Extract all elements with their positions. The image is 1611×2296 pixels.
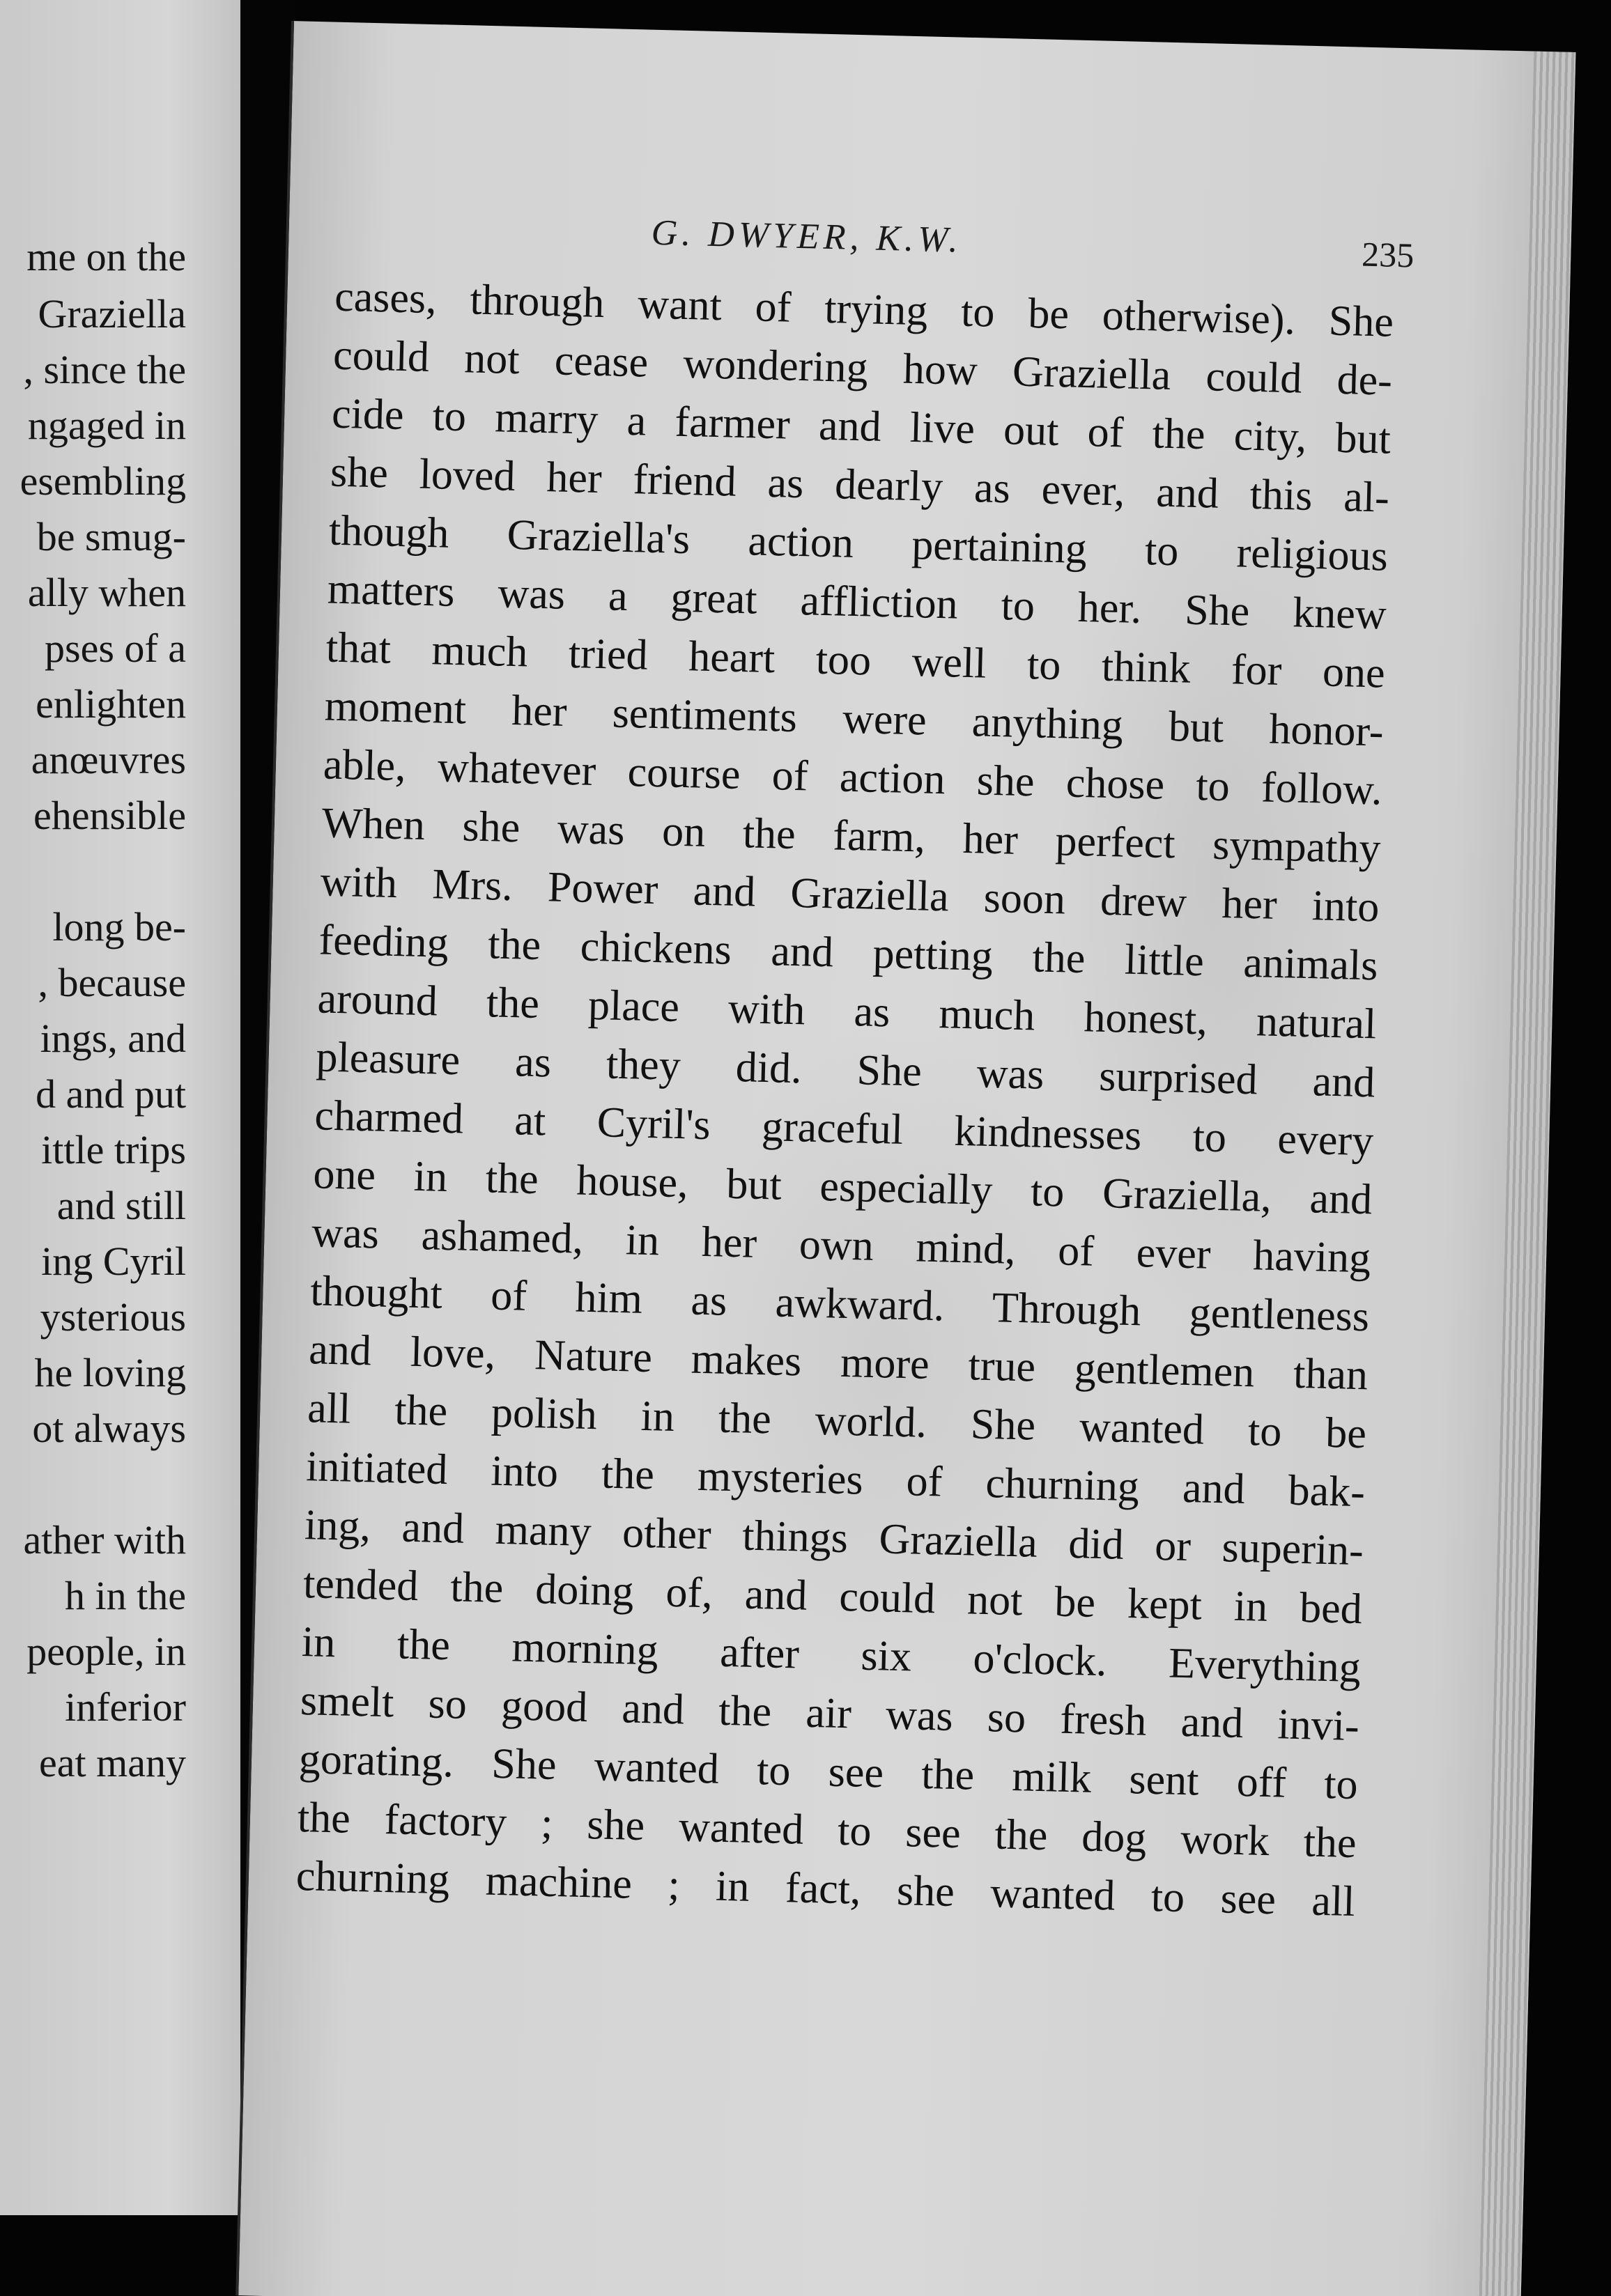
left-page-line: anœuvres xyxy=(31,737,186,782)
text-line: gorating. She wanted to see the milk sent off to xyxy=(298,1735,1359,1809)
text-line: the factory ; she wanted to see the dog work the xyxy=(297,1793,1357,1868)
left-page-line: ehensible xyxy=(33,793,186,838)
text-line: churning machine ; in fact, she wanted to see all xyxy=(295,1852,1356,1926)
text-line: ing, and many other things Graziella did or superin- xyxy=(304,1501,1364,1575)
left-page-line: me on the xyxy=(26,234,186,279)
text-line: with Mrs. Power and Graziella soon drew her into xyxy=(319,858,1380,931)
left-page-line: h in the xyxy=(65,1573,186,1618)
text-line: pleasure as they did. She was surprised and xyxy=(315,1033,1376,1107)
text-line: feeding the chickens and petting the little animals xyxy=(318,916,1379,990)
page-edge xyxy=(1479,52,1576,2296)
left-page-line: inferior xyxy=(65,1684,186,1730)
right-page xyxy=(236,21,1575,2296)
text-line: could not cease wondering how Graziella could de- xyxy=(332,331,1393,405)
text-line: matters was a great affliction to her. She knew xyxy=(327,565,1387,639)
text-line: in the morning after six o'clock. Everything xyxy=(301,1618,1362,1692)
left-page-line: , because xyxy=(38,960,186,1005)
text-line: smelt so good and the air was so fresh and invi- xyxy=(300,1677,1360,1751)
left-page-line: ather with xyxy=(23,1517,186,1562)
left-page-line: ing Cyril xyxy=(41,1239,186,1284)
left-page-line: people, in xyxy=(26,1629,186,1674)
text-line: cases, through want of trying to be otherwise). She xyxy=(334,272,1394,346)
left-page-line: ally when xyxy=(27,570,186,615)
left-page-line: and still xyxy=(56,1183,186,1228)
text-line: When she was on the farm, her perfect sympathy xyxy=(321,799,1382,873)
left-page-line: eat many xyxy=(39,1740,186,1785)
left-page-line: ings, and xyxy=(40,1016,186,1061)
page-number: 235 xyxy=(1361,234,1415,275)
text-line: that much tried heart too well to think for one xyxy=(325,623,1386,697)
text-line: charmed at Cyril's graceful kindnesses to every xyxy=(314,1092,1374,1165)
left-page xyxy=(0,0,240,2215)
text-line: though Graziella's action pertaining to religious xyxy=(328,506,1389,580)
left-page-line: pses of a xyxy=(45,626,186,671)
left-page-line: ysterious xyxy=(40,1294,186,1340)
text-line: moment her sentiments were anything but honor- xyxy=(324,682,1385,756)
body-text xyxy=(295,267,1394,1931)
text-line: initiated into the mysteries of churning and bak- xyxy=(305,1443,1366,1517)
left-page-line: ot always xyxy=(32,1406,186,1451)
left-page-line: , since the xyxy=(23,347,186,392)
text-line: thought of him as awkward. Through gentleness xyxy=(309,1267,1370,1341)
left-page-line: ngaged in xyxy=(27,403,186,448)
text-line: all the polish in the world. She wanted to be xyxy=(307,1384,1367,1458)
text-line: was ashamed, in her own mind, of ever having xyxy=(311,1209,1371,1282)
left-page-line: Graziella xyxy=(38,291,186,336)
left-page-line: d and put xyxy=(36,1071,186,1117)
left-page-line: ittle trips xyxy=(41,1127,186,1172)
text-line: one in the house, but especially to Graziella, and xyxy=(312,1150,1373,1224)
text-line: and love, Nature makes more true gentlemen than xyxy=(308,1326,1369,1399)
text-line: tended the doing of, and could not be kept in bed xyxy=(302,1560,1363,1634)
left-page-line: long be- xyxy=(52,904,186,949)
text-line: she loved her friend as dearly as ever, and this al- xyxy=(330,448,1390,522)
left-page-line: he loving xyxy=(34,1350,186,1395)
text-line: around the place with as much honest, natural xyxy=(316,975,1378,1048)
running-head: G. DWYER, K.W. xyxy=(651,212,963,261)
left-page-line: be smug- xyxy=(36,514,186,559)
left-page-line: esembling xyxy=(20,458,186,504)
text-line: able, whatever course of action she chose to follow. xyxy=(323,740,1383,814)
text-line: cide to marry a farmer and live out of the city, but xyxy=(331,389,1392,463)
left-page-line: enlighten xyxy=(36,681,186,727)
